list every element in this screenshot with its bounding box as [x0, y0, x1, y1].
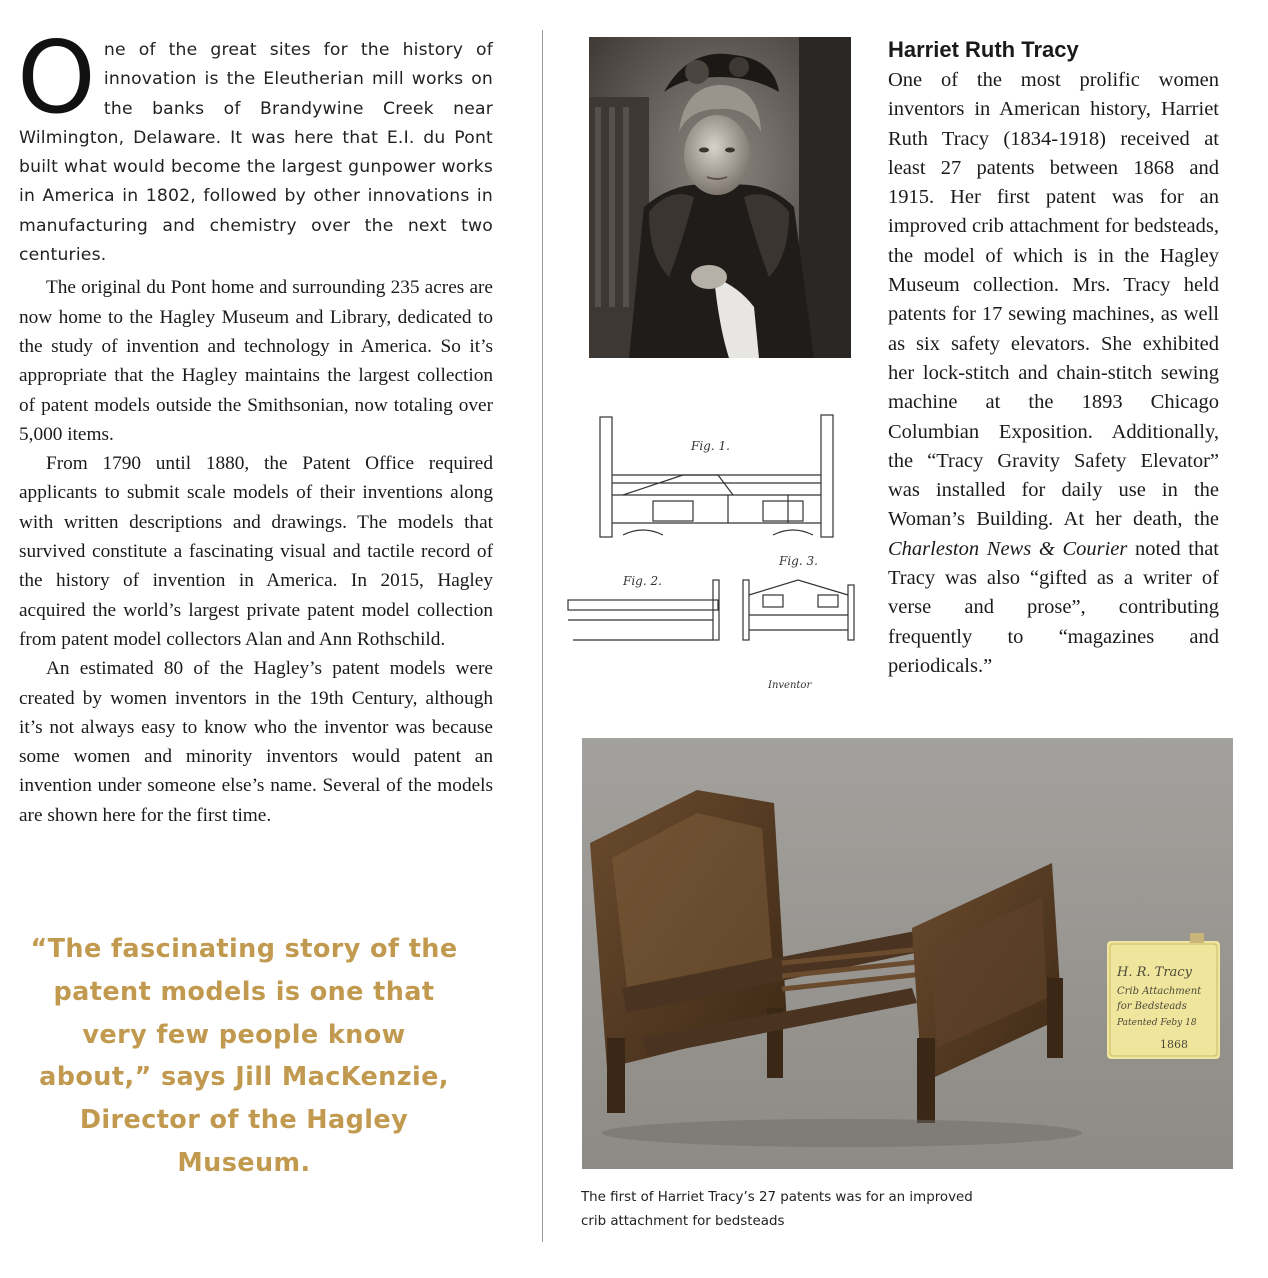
tag-line-1: H. R. Tracy	[1117, 965, 1192, 980]
crib-model-tag	[1107, 933, 1220, 1059]
tag-line-2: Crib Attachment	[1117, 986, 1202, 997]
body-paragraph-1: The original du Pont home and surrounding 235 acres are now home to the Hagley Museum and Library, dedicated to the study of invention and technology in America. So it’s appropriate that the Hagley maintains the largest collection of patent models outside the Smithsonian, now totaling over 5,000 items.	[19, 277, 493, 445]
patent-fig1-label: Fig. 1.	[691, 439, 730, 453]
tag-line-4: Patented Feby 18	[1117, 1018, 1197, 1028]
patent-fig2-label: Fig. 2.	[623, 574, 662, 588]
article-left-column	[17, 19, 493, 830]
portrait-photo	[589, 37, 851, 358]
profile-text-2: noted that Tracy was also “gifted as a writer of verse and prose”, contributing frequently to “magazines and periodicals.”	[888, 537, 1219, 677]
crib-model-image	[582, 738, 1233, 1169]
intro-text: ne of the great sites for the history of innovation is the Eleutherian mill works on the banks of Brandywine Creek near Wilmington, Delaware. It was here that E.I. du Pont built what would become the largest gunpower works in America in 1802, followed by other innovations in manufacturing and chemistry over the next two centuries.	[19, 40, 493, 266]
crib-model-photo	[582, 738, 1233, 1169]
column-divider	[542, 30, 543, 1242]
profile-italic-source: Charleston News & Courier	[888, 537, 1128, 560]
tag-line-3: for Bedsteads	[1117, 1001, 1187, 1012]
profile-heading: Harriet Ruth Tracy	[888, 37, 1079, 62]
patent-drawing-svg	[563, 405, 868, 695]
photo-caption: The first of Harriet Tracy’s 27 patents was for an improved crib attachment for bedsteads	[581, 1190, 973, 1229]
tag-year: 1868	[1160, 1038, 1188, 1051]
portrait-image	[589, 37, 851, 358]
intro-paragraph	[17, 19, 493, 270]
profile-text-1: One of the most prolific women inventors in American history, Harriet Ruth Tracy (1834-1918) received at least 27 patents between 1868 and 1915. Her first patent was for an improved crib attachment for bedsteads, the model of which is in the Hagley Museum collection. Mrs. Tracy held patents for 17 sewing machines, as well as six safety elevators. She exhibited her lock-stitch and chain-stitch sewing machine at the 1893 Chicago Columbian Exposition. Additionally, the “Tracy Gravity Safety Elevator” was installed for daily use in the Woman’s Building. At her death, the	[888, 69, 1219, 531]
profile-sidebar	[888, 36, 1219, 681]
body-paragraph-3: An estimated 80 of the Hagley’s patent models were created by women inventors in the 19th Century, although it’s not always easy to know who the inventor was because some women and minority inventors would patent an invention under someone else’s name. Several of the models are shown here for the first time.	[19, 658, 493, 826]
body-paragraph-2: From 1790 until 1880, the Patent Office required applicants to submit scale models of their inventions along with written descriptions and drawings. The models that survived constitute a fascinating visual and tactile record of the history of invention in America. In 2015, Hagley acquired the world’s largest private patent model collection from patent model collectors Alan and Ann Rothschild.	[19, 453, 493, 650]
patent-fig3-label: Fig. 3.	[779, 554, 818, 568]
profile-paragraph	[888, 66, 1219, 681]
patent-inventor-label: Inventor	[768, 680, 812, 691]
drop-cap: O	[17, 19, 96, 136]
pull-quote: “The fascinating story of the patent models is one that very few people know about,” says Jill MacKenzie, Director of the Hagley Museum.	[30, 934, 458, 1178]
patent-drawing	[563, 405, 868, 695]
